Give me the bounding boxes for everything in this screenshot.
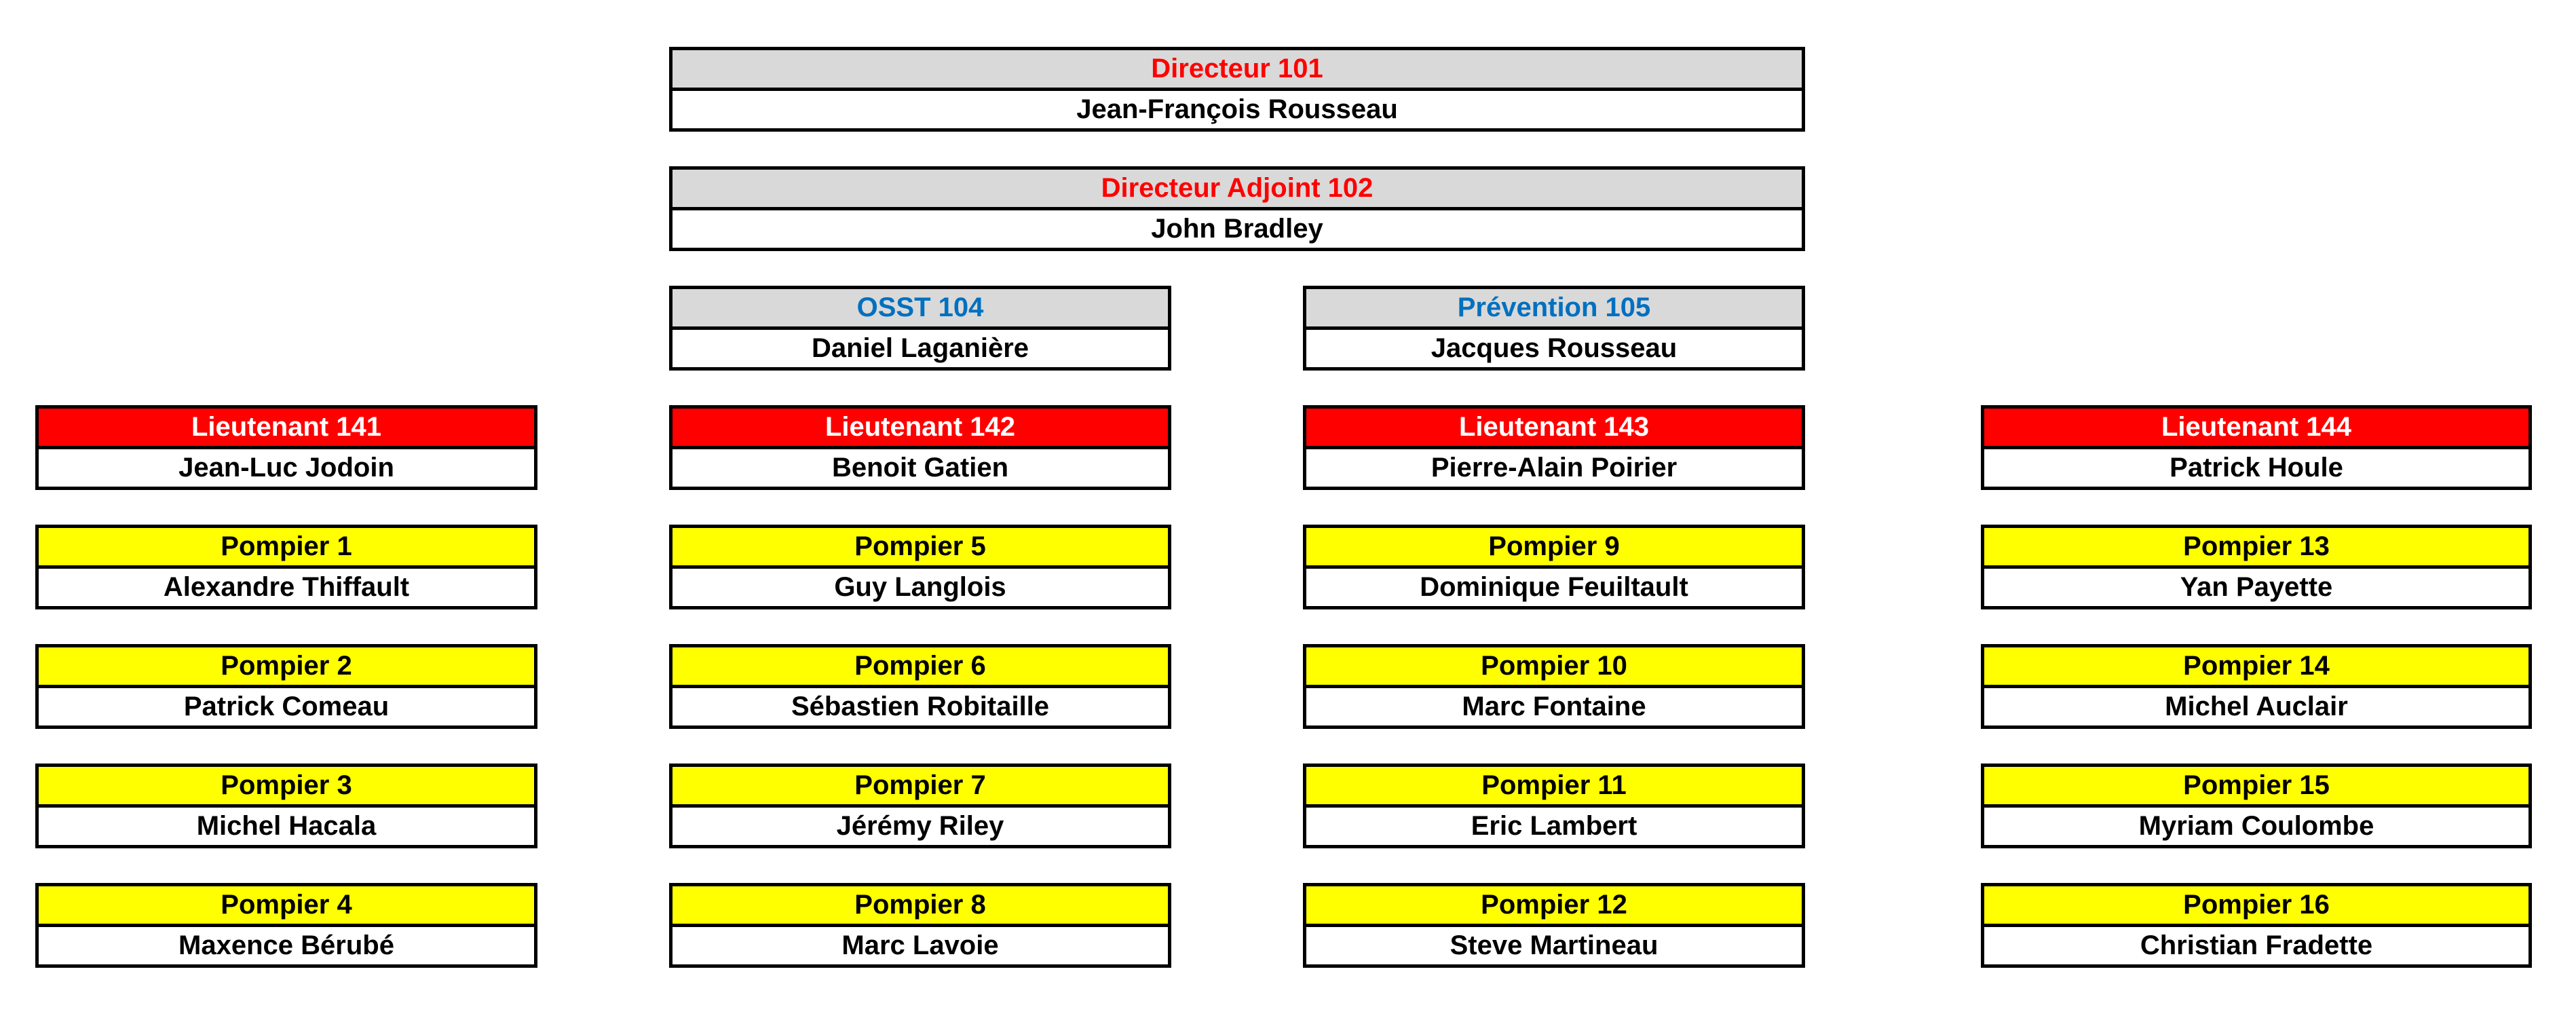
prevention-title: Prévention 105 xyxy=(1306,289,1802,330)
osst-box xyxy=(669,286,1171,371)
pompier-14-box xyxy=(1981,644,2532,729)
pompier-title: Pompier 9 xyxy=(1306,528,1802,569)
lieutenant-title: Lieutenant 141 xyxy=(39,409,534,449)
pompier-16-box xyxy=(1981,883,2532,968)
pompier-1-box xyxy=(35,525,537,609)
pompier-name: Steve Martineau xyxy=(1306,927,1802,964)
pompier-title: Pompier 7 xyxy=(673,767,1168,808)
pompier-name: Sébastien Robitaille xyxy=(673,688,1168,725)
pompier-title: Pompier 14 xyxy=(1984,647,2528,688)
directeur-name: Jean-François Rousseau xyxy=(673,91,1802,128)
pompier-4-box xyxy=(35,883,537,968)
pompier-title: Pompier 10 xyxy=(1306,647,1802,688)
adjoint-title: Directeur Adjoint 102 xyxy=(673,170,1802,210)
pompier-name: Alexandre Thiffault xyxy=(39,569,534,606)
lieutenant-name: Pierre-Alain Poirier xyxy=(1306,449,1802,487)
pompier-3-box xyxy=(35,764,537,848)
lieutenant-title: Lieutenant 142 xyxy=(673,409,1168,449)
pompier-11-box xyxy=(1303,764,1805,848)
lieutenant-name: Patrick Houle xyxy=(1984,449,2528,487)
lieutenant-name: Benoit Gatien xyxy=(673,449,1168,487)
adjoint-name: John Bradley xyxy=(673,210,1802,248)
osst-name: Daniel Laganière xyxy=(673,330,1168,367)
lieutenant-title: Lieutenant 144 xyxy=(1984,409,2528,449)
pompier-name: Michel Auclair xyxy=(1984,688,2528,725)
pompier-name: Eric Lambert xyxy=(1306,808,1802,845)
pompier-title: Pompier 4 xyxy=(39,886,534,927)
pompier-6-box xyxy=(669,644,1171,729)
pompier-name: Marc Lavoie xyxy=(673,927,1168,964)
pompier-15-box xyxy=(1981,764,2532,848)
pompier-title: Pompier 2 xyxy=(39,647,534,688)
osst-title: OSST 104 xyxy=(673,289,1168,330)
lieutenant-title: Lieutenant 143 xyxy=(1306,409,1802,449)
pompier-name: Patrick Comeau xyxy=(39,688,534,725)
pompier-name: Yan Payette xyxy=(1984,569,2528,606)
adjoint-box xyxy=(669,166,1805,251)
pompier-title: Pompier 3 xyxy=(39,767,534,808)
pompier-title: Pompier 5 xyxy=(673,528,1168,569)
pompier-name: Dominique Feuiltault xyxy=(1306,569,1802,606)
prevention-name: Jacques Rousseau xyxy=(1306,330,1802,367)
lieutenant-143-box xyxy=(1303,405,1805,490)
pompier-title: Pompier 8 xyxy=(673,886,1168,927)
pompier-9-box xyxy=(1303,525,1805,609)
pompier-12-box xyxy=(1303,883,1805,968)
lieutenant-141-box xyxy=(35,405,537,490)
pompier-title: Pompier 15 xyxy=(1984,767,2528,808)
pompier-10-box xyxy=(1303,644,1805,729)
pompier-name: Christian Fradette xyxy=(1984,927,2528,964)
pompier-title: Pompier 1 xyxy=(39,528,534,569)
pompier-title: Pompier 16 xyxy=(1984,886,2528,927)
lieutenant-144-box xyxy=(1981,405,2532,490)
pompier-title: Pompier 6 xyxy=(673,647,1168,688)
pompier-5-box xyxy=(669,525,1171,609)
pompier-13-box xyxy=(1981,525,2532,609)
prevention-box xyxy=(1303,286,1805,371)
lieutenant-142-box xyxy=(669,405,1171,490)
pompier-name: Michel Hacala xyxy=(39,808,534,845)
directeur-box xyxy=(669,47,1805,132)
directeur-title: Directeur 101 xyxy=(673,50,1802,91)
pompier-title: Pompier 12 xyxy=(1306,886,1802,927)
pompier-name: Maxence Bérubé xyxy=(39,927,534,964)
pompier-name: Jérémy Riley xyxy=(673,808,1168,845)
pompier-name: Guy Langlois xyxy=(673,569,1168,606)
pompier-7-box xyxy=(669,764,1171,848)
pompier-name: Myriam Coulombe xyxy=(1984,808,2528,845)
lieutenant-name: Jean-Luc Jodoin xyxy=(39,449,534,487)
pompier-2-box xyxy=(35,644,537,729)
pompier-title: Pompier 11 xyxy=(1306,767,1802,808)
pompier-title: Pompier 13 xyxy=(1984,528,2528,569)
pompier-8-box xyxy=(669,883,1171,968)
pompier-name: Marc Fontaine xyxy=(1306,688,1802,725)
